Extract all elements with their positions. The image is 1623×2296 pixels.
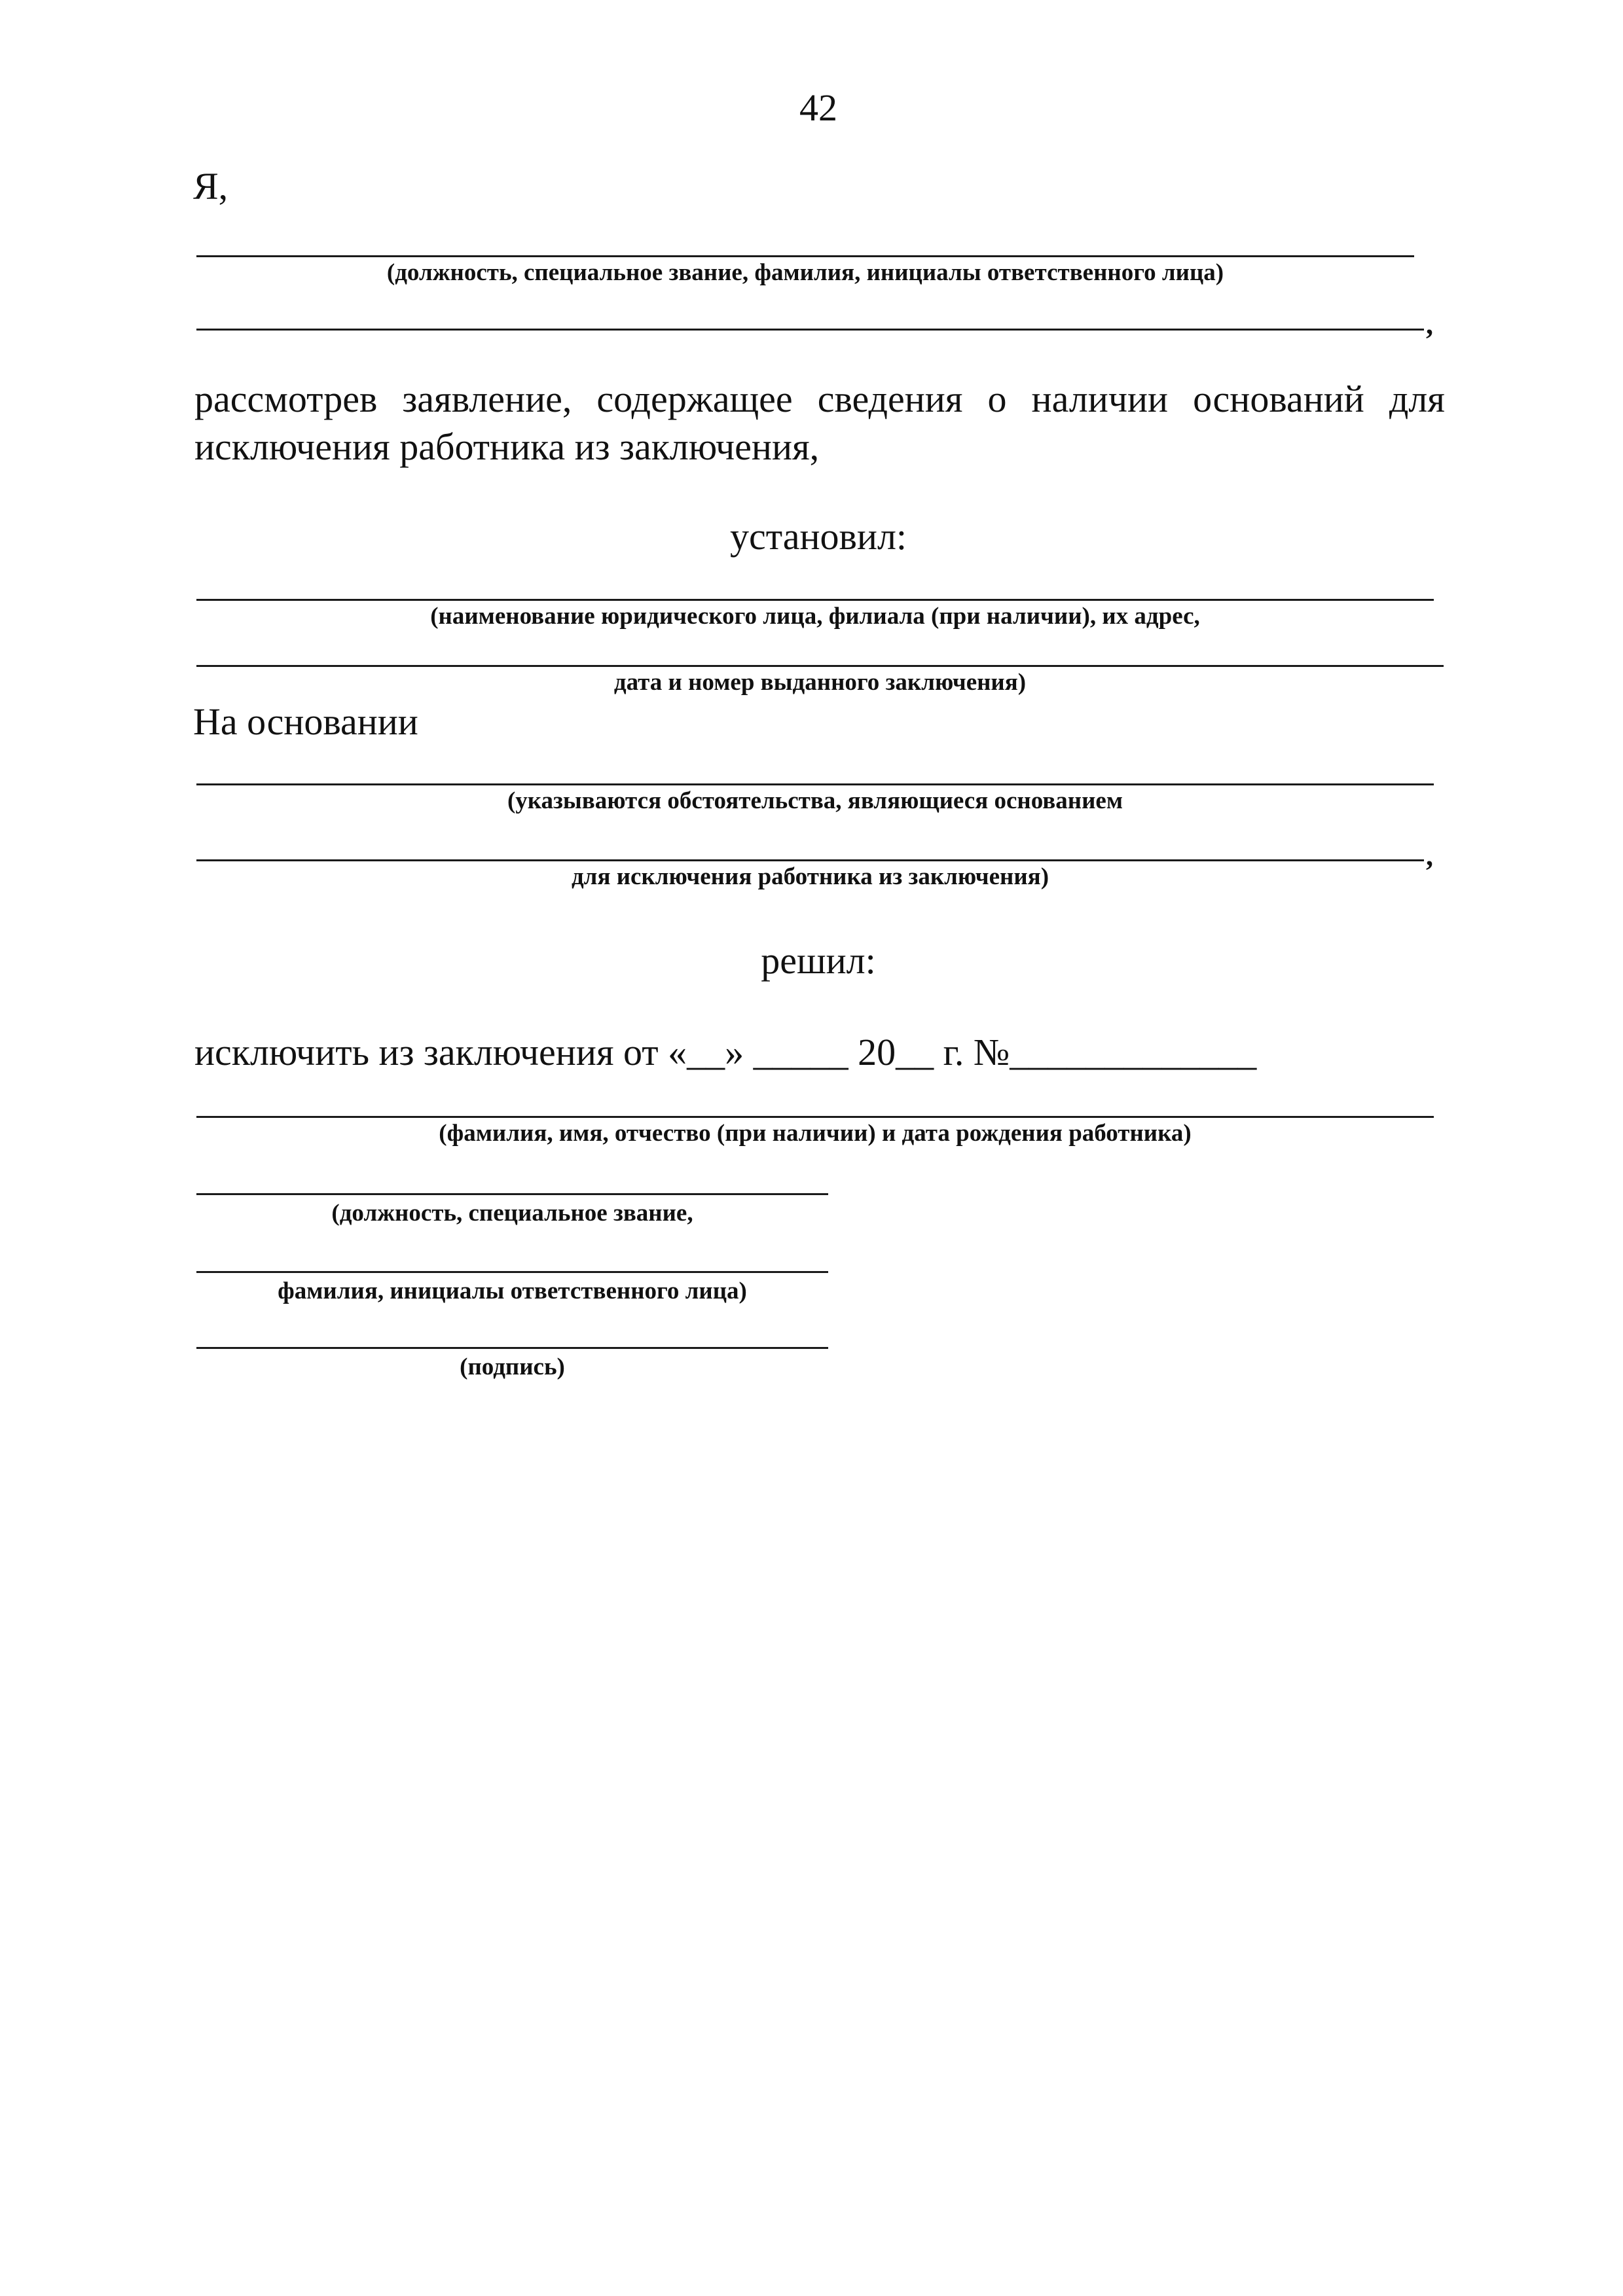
caption-circumstances: (указываются обстоятельства, являющиеся основанием: [507, 787, 1123, 814]
caption-signer-position: (должность, специальное звание,: [331, 1200, 693, 1227]
fill-line-circumstances[interactable]: [196, 783, 1434, 785]
caption-exclusion-basis: для исключения работника из заключения): [571, 863, 1049, 890]
fill-line-legal-entity[interactable]: [196, 599, 1434, 601]
fill-line-employee[interactable]: [196, 1116, 1434, 1118]
heading-decided: решил:: [761, 939, 876, 982]
page-number: 42: [799, 86, 837, 129]
caption-official-position: (должность, специальное звание, фамилия, инициалы ответственного лица): [386, 259, 1224, 286]
fill-line-signature[interactable]: [196, 1347, 828, 1349]
caption-employee: (фамилия, имя, отчество (при наличии) и дата рождения работника): [439, 1120, 1192, 1147]
fill-line-signer-position[interactable]: [196, 1193, 828, 1195]
exclude-statement: исключить из заключения от «__» _____ 20__ г. №_____________: [194, 1031, 1257, 1073]
comma-mark: ,: [1426, 308, 1433, 340]
fill-line-signer-name[interactable]: [196, 1271, 828, 1273]
fill-line-official-continued[interactable]: [196, 329, 1424, 331]
caption-legal-entity: (наименование юридического лица, филиала (при наличии), их адрес,: [430, 603, 1200, 630]
fill-line-issued-conclusion[interactable]: [196, 665, 1444, 667]
paragraph-line-2: исключения работника из заключения,: [194, 425, 820, 468]
on-basis-text: На основании: [193, 700, 418, 743]
comma-mark: ,: [1426, 840, 1433, 872]
fill-line-official[interactable]: [196, 255, 1414, 257]
caption-signature: (подпись): [460, 1354, 565, 1380]
heading-established: установил:: [729, 515, 907, 558]
fill-line-circumstances-continued[interactable]: [196, 859, 1424, 861]
caption-signer-name: фамилия, инициалы ответственного лица): [278, 1278, 747, 1304]
caption-issued-conclusion: дата и номер выданного заключения): [613, 669, 1027, 696]
paragraph-line-1: рассмотрев заявление, содержащее сведения о наличии оснований для: [194, 378, 1445, 420]
intro-text: Я,: [193, 165, 228, 207]
